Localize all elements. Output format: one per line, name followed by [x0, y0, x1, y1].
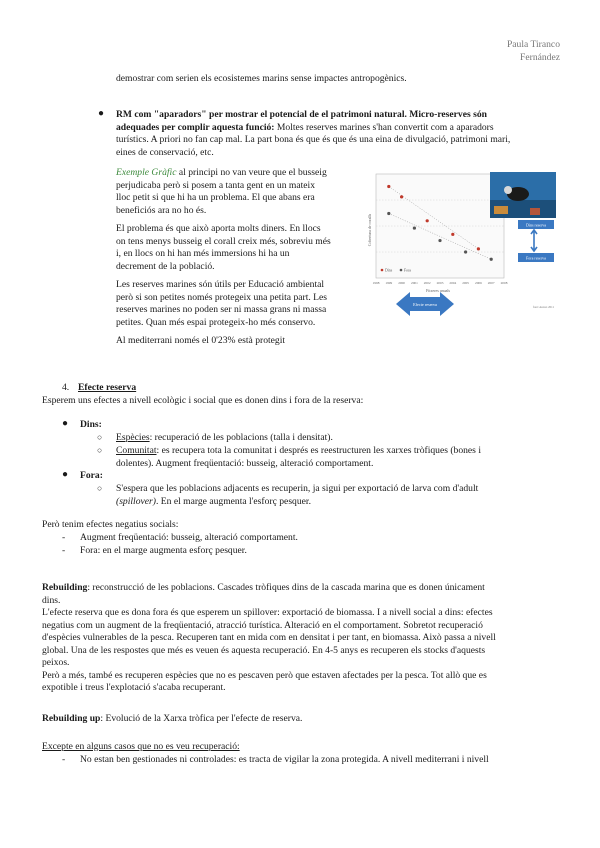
x-tick-label: 2004	[449, 281, 457, 285]
rebuilding-line-3: L'efecte reserva que es dona fora és que esperem un spillover: exportació de biomassa. I a nivell social a dins: efectes	[42, 607, 493, 618]
section-title: Efecte reserva	[78, 382, 137, 393]
rebuilding-line-6: global. Una de les respostes que més es veuen és aquesta recuperació. En 4-5 anys es recuperen els stocks d'aquests	[42, 644, 486, 656]
author-name	[507, 38, 560, 64]
x-tick-label: 2008	[500, 281, 508, 285]
x-tick-label: 2002	[423, 281, 431, 285]
rebuilding-up-text: : Evolució de la Xarxa tròfica per l'efecte de reserva.	[100, 713, 303, 724]
x-tick-label: 2005	[462, 281, 469, 285]
data-point-dins	[400, 195, 403, 198]
circle-bullet: ○	[97, 432, 103, 442]
fora-line-1: S'espera que les poblacions adjacents es recuperin, ja sigui per exportació de larva com d'adult	[116, 483, 479, 494]
spillover-italic: (spillover)	[116, 495, 156, 507]
example-p1	[116, 167, 366, 217]
example-p2	[116, 223, 366, 273]
rebuilding-line-9: expotible i treus l'explotació s'acaba recuperant.	[42, 682, 226, 693]
negatiu-1: Augment freqüentació: busseig, alteració comportament.	[80, 532, 298, 543]
data-point-dins	[426, 219, 429, 222]
comunitat-line-2: dolentes). Augment freqüentació: busseig, alteració comportament.	[116, 457, 374, 469]
vertical-arrow	[531, 230, 537, 251]
dash-bullet: -	[62, 754, 66, 765]
legend-dins-label: Dins	[385, 268, 393, 273]
data-point-fora	[464, 250, 467, 253]
rebuilding-line-8: Però a més, també es recuperen espècies que no es pescaven però que estaven afectades per la pesca. Tot allò que es	[42, 669, 487, 681]
rm-bold-line-1: RM com "aparadors" per mostrar el potencial de el patrimoni natural. Micro-reserves són	[116, 109, 487, 120]
example-p1-line-3: lloc petit si que hi ha un problema. El que abans era	[116, 192, 315, 203]
example-p3-line-2: però si son petites només protegeix una petita part. Les	[116, 291, 328, 303]
rebuilding-label: Rebuilding	[42, 582, 88, 593]
negatiu-2: Fora: en el marge augmenta esforç pesquer.	[80, 545, 247, 556]
excepte-title: Excepte en alguns casos que no es veu recuperació:	[42, 741, 240, 752]
rebuilding-up-label: Rebuilding up	[42, 713, 101, 724]
figure-svg	[368, 170, 558, 320]
continuation-line: demostrar com serien els ecosistemes marins sense impactes antropogènics.	[116, 73, 407, 84]
comunitat-text-1: : es recupera tota la comunitat i després es reestructuren les xarxes tròfiques (bones i	[156, 445, 481, 456]
effect-arrow-label: Efecte reserva	[413, 302, 437, 307]
rebuilding-line-7: peixos.	[42, 657, 70, 668]
x-ticks	[373, 281, 508, 285]
dash-bullet: -	[62, 532, 66, 543]
rebuilding-paragraph	[42, 582, 562, 695]
rm-line-3: turístics. A priori no fan cap mal. La part bona és que és que és una eina de divulgació, patrimoni mari,	[116, 134, 511, 145]
diver-photo	[490, 172, 556, 218]
rm-bold-line-2: adequades per complir aquesta funció:	[116, 121, 275, 133]
x-tick-label: 2001	[411, 281, 418, 285]
rm-paragraph	[116, 109, 556, 159]
data-point-dins	[387, 185, 390, 188]
author-line-2: Fernández	[520, 52, 560, 63]
example-column	[116, 167, 366, 348]
example-p3-line-1: Les reserves marines són útils per Educació ambiental	[116, 279, 325, 290]
comunitat-block	[116, 445, 556, 470]
example-p1-line-4: beneficiós ara no ho és.	[116, 204, 207, 216]
excepte-item-1: No estan ben gestionades ni controlades: es tracta de vigilar la zona protegida. A nivell mediterrani i nivell	[80, 754, 489, 765]
bullet-dot: ●	[98, 108, 105, 119]
x-tick-label: 2003	[436, 281, 444, 285]
example-p2-line-1: El problema és que això aporta molts diners. En llocs	[116, 223, 321, 234]
circle-bullet: ○	[97, 445, 103, 455]
rm-rest-line-2: Moltes reserves marines s'han convertit com a aparadors	[274, 121, 494, 133]
rm-line-4: eines de conservació, etc.	[116, 146, 214, 158]
x-tick-label: 1999	[385, 281, 393, 285]
fora-line-2	[116, 496, 556, 509]
negatius-intro: Però tenim efectes negatius socials:	[42, 519, 179, 530]
example-p3-line-4: petites. Quan més espai protegeix-ho més conservo.	[116, 316, 316, 328]
label-box-dins-text: Dins reserva	[525, 222, 547, 228]
especies-line	[116, 432, 333, 445]
rm-line-2	[116, 122, 556, 135]
rebuilding-line-2: dins.	[42, 594, 61, 606]
fora-label: Fora:	[80, 470, 103, 481]
rebuilding-text-1: : reconstrucció de les poblacions. Cascades tròfiques dins de la cascada marina que es donen únicament	[87, 582, 485, 593]
legend-fora-marker	[400, 269, 403, 272]
section-intro: Esperem uns efectes a nivell ecològic i social que es donen dins i fora de la reserva:	[42, 395, 364, 406]
fora-block	[116, 483, 556, 508]
rebuilding-up-line	[42, 713, 302, 726]
example-p3	[116, 279, 366, 329]
example-p3-line-3: reserves marines no poden ser ni massa grans ni massa	[116, 304, 327, 315]
fora-line-2-rest: . En el marge augmenta l'esforç pesquer.	[155, 495, 311, 507]
x-tick-label: 2000	[398, 281, 405, 285]
example-p2-line-3: i, en llocs on hi han més immersions hi ha un	[116, 248, 290, 259]
author-line-1: Paula Tiranco	[506, 39, 560, 50]
data-point-fora	[387, 212, 390, 215]
data-point-fora	[413, 226, 416, 229]
legend-dins-marker	[381, 269, 384, 272]
x-tick-label: 2007	[487, 281, 495, 285]
rebuilding-line-4: negatius com un augment de la freqüentació, atracció turística. Alteració en el comportament. Sobretot recuperació	[42, 619, 483, 631]
comunitat-label: Comunitat	[116, 445, 157, 456]
circle-bullet: ○	[97, 483, 103, 493]
coral-2	[530, 208, 540, 215]
legend-fora-label: Fora	[404, 268, 411, 273]
comunitat-line-1	[116, 445, 556, 458]
label-box-fora-text: Fora reserva	[526, 255, 546, 261]
x-tick-label: 2006	[475, 281, 482, 285]
rebuilding-line-1	[42, 582, 562, 595]
example-p1-line-1: al principi no van veure que el busseig	[176, 167, 327, 178]
dins-label: Dins:	[80, 419, 102, 430]
example-p2-line-4: decrement de la població.	[116, 260, 215, 272]
data-point-dins	[477, 247, 480, 250]
especies-label: Espècies	[116, 432, 150, 443]
reserve-effect-figure	[368, 170, 558, 320]
especies-text: : recuperació de les poblacions (talla i densitat).	[149, 432, 333, 443]
bullet-dot: ●	[62, 469, 69, 480]
example-p1-line-2: perjudicaba però si posem a tanta gent en un mateix	[116, 179, 316, 191]
section-number: 4.	[62, 382, 70, 393]
x-tick-label: 1998	[372, 281, 380, 285]
data-point-dins	[451, 233, 454, 236]
x-axis-label: Fitxeres anuals	[425, 288, 451, 293]
coral	[494, 206, 508, 214]
diver-mask	[504, 186, 512, 194]
rebuilding-line-5: d'espècies vulnerables de la pesca. Recuperen tant en mida com en densitat i per tant, en biomassa. Això passa a nivell	[42, 632, 496, 643]
bullet-dot: ●	[62, 418, 69, 429]
example-p4: Al mediterrani només el 0'23% està protegit	[116, 335, 286, 346]
dash-bullet: -	[62, 545, 66, 556]
data-point-fora	[490, 258, 493, 261]
figure-caption: font: Autors 2011	[532, 305, 554, 309]
example-label: Exemple Gràfic	[116, 167, 177, 178]
data-point-fora	[438, 239, 441, 242]
y-axis-label: Cobertura de coralls	[367, 213, 372, 247]
example-p2-line-2: on tens menys busseig el corall creix més, sobreviu més	[116, 235, 331, 247]
